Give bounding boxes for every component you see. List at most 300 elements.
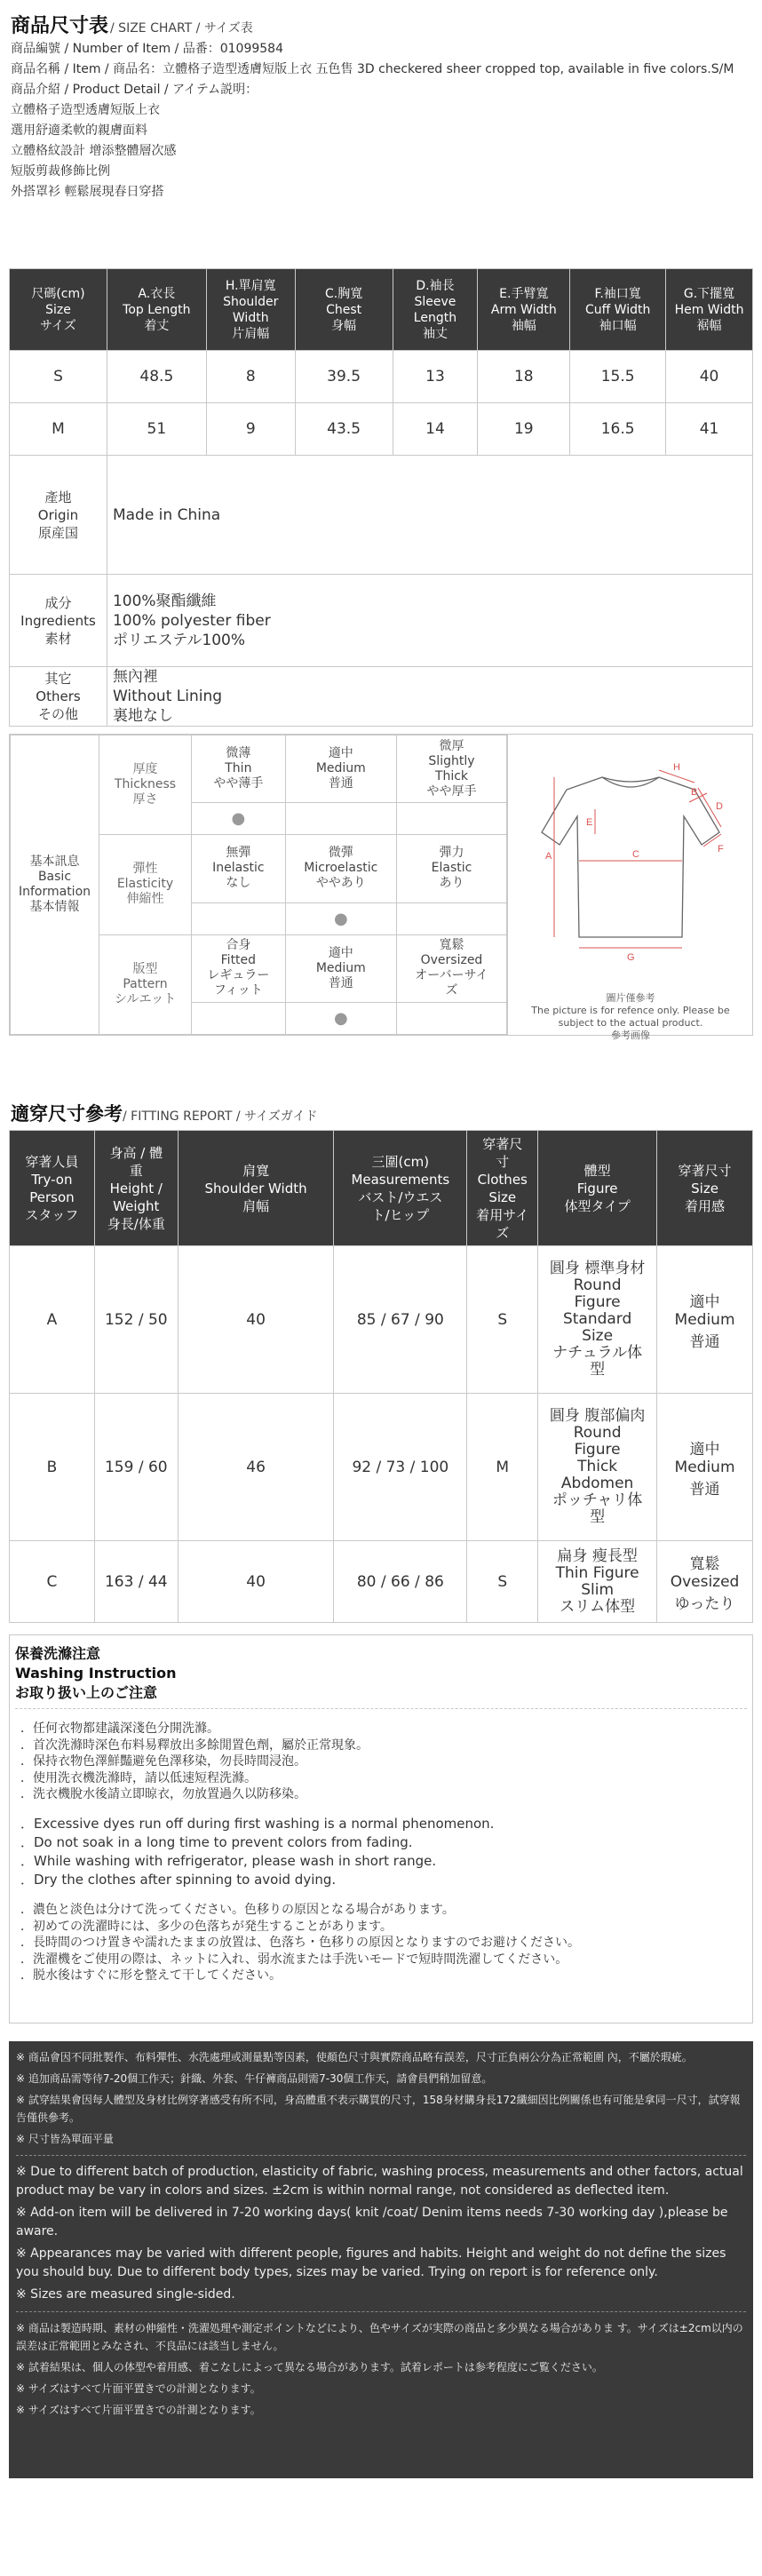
option-text: 微薄 (226, 746, 251, 761)
size-header-text: 尺碼(cm) (31, 286, 85, 301)
basic-category-thickness (99, 735, 192, 835)
fitting-size: S (467, 1541, 538, 1623)
garment-figure (507, 735, 752, 1041)
basic-label-text: 基本情報 (29, 900, 80, 914)
fitting-header-text: 穿著尺 (482, 1135, 523, 1152)
note-line: ※ Add-on item will be delivered in 7-20 working days( knit /coat/ Denim items needs 7-30 working day ),please be aware. (16, 2206, 728, 2238)
figure-text: 圓身 標準身材 (549, 1260, 646, 1277)
size-cell: 48.5 (107, 351, 206, 403)
basic-dot-cell (192, 902, 286, 934)
fitting-header-text: 重 (129, 1162, 143, 1179)
note-line: ※ 尺寸皆為單面平量 (16, 2133, 114, 2145)
size-header-text: Size (45, 302, 71, 317)
basic-dot-cell (285, 902, 396, 934)
fitting-feel (657, 1541, 753, 1623)
feel-text: ゆったり (674, 1594, 735, 1613)
detail-label-origin (10, 456, 107, 575)
fitting-header-text: 肩幅 (242, 1197, 270, 1214)
figure-text: ポッチャリ体 (552, 1491, 643, 1509)
washing-section (9, 1634, 753, 2023)
detail-label-text: Ingredients (20, 612, 96, 629)
fitting-shoulder: 46 (178, 1394, 334, 1541)
size-header-text: D.袖長 (416, 278, 455, 293)
selected-dot: ● (231, 809, 246, 829)
basic-option (192, 835, 286, 902)
product-info-line: 選用舒適柔軟的親膚面料 (11, 123, 147, 138)
size-row (10, 351, 753, 403)
figure-text: Slim (581, 1580, 615, 1599)
fitting-feel (657, 1246, 753, 1394)
washing-en (20, 1815, 494, 1889)
fig-label-c: C (632, 849, 639, 860)
washing-line: ．While washing with refrigerator, please wash in short range. (20, 1853, 437, 1869)
fitting-header-text: バスト/ウエス (358, 1189, 443, 1205)
fitting-header-text: Try-on (31, 1171, 73, 1188)
basic-dot-cell (396, 803, 506, 835)
fitting-header-text: Clothes (477, 1171, 528, 1188)
option-text: Fitted (220, 953, 257, 968)
feel-text: 普通 (689, 1480, 720, 1499)
fitting-hw: 163 / 44 (94, 1541, 178, 1623)
notes-zh (16, 2048, 746, 2148)
size-cell: 39.5 (295, 351, 393, 403)
size-header-text: C.胸寬 (324, 286, 363, 301)
caption-line: 圖片僅參考 (606, 992, 655, 1004)
fitting-header-text: 肩寬 (242, 1162, 270, 1179)
category-text: 彈性 (132, 862, 158, 877)
option-text: 彈力 (439, 846, 464, 861)
feel-text: 普通 (689, 1332, 720, 1351)
size-header-text: Chest (326, 302, 362, 317)
category-text: 伸縮性 (126, 892, 164, 907)
option-text: Medium (315, 960, 366, 975)
fitting-header-cell (10, 1131, 95, 1246)
fitting-row (10, 1394, 753, 1541)
fitting-header-cell (334, 1131, 467, 1246)
fitting-figure (538, 1394, 657, 1541)
fitting-size: M (467, 1394, 538, 1541)
size-header-text: 袖口幅 (599, 318, 637, 333)
note-line: ※ 追加商品需等待7-20個工作天；針織、外套、牛仔褲商品則需7-30個工作天，請會員們稍加留意。 (16, 2072, 493, 2085)
detail-label-others (10, 667, 107, 727)
fitting-header-text: 身高 / 體 (109, 1144, 163, 1161)
detail-value-text: 100% polyester fiber (112, 611, 271, 630)
washing-line: ．初めての洗濯時には、多少の色落ちが発生することがあります。 (20, 1919, 393, 1934)
category-text: シルエット (114, 991, 177, 1006)
notes-en (16, 2163, 746, 2304)
washing-line: ．Excessive dyes run off during first washing is a normal phenomenon. (20, 1816, 495, 1832)
basic-option (285, 934, 396, 1002)
option-text: 普通 (328, 776, 353, 791)
size-cell: 51 (107, 403, 206, 456)
size-header-cell (393, 269, 478, 351)
notes-jp (16, 2319, 746, 2419)
detail-row-ingredients (10, 575, 753, 667)
feel-text: 適中 (689, 1440, 720, 1459)
fitting-header-text: Size (691, 1180, 718, 1197)
size-row (10, 403, 753, 456)
option-text: Microelastic (304, 861, 378, 876)
fitting-person: B (10, 1394, 95, 1541)
option-text: 合身 (226, 938, 251, 953)
option-text: Slightly (428, 753, 475, 768)
fitting-size: S (467, 1246, 538, 1394)
fitting-shoulder: 40 (178, 1541, 334, 1623)
fig-label-d: D (716, 801, 723, 812)
fitting-header-text: ズ (496, 1224, 510, 1241)
fitting-person: A (10, 1246, 95, 1394)
washing-title-line: Washing Instruction (15, 1665, 177, 1682)
figure-text: 扁身 瘦長型 (557, 1546, 638, 1565)
fitting-header-cell (657, 1131, 753, 1246)
basic-option (396, 835, 506, 902)
fitting-row (10, 1541, 753, 1623)
option-text: レギュラー (207, 968, 270, 983)
option-text: やや厚手 (426, 783, 477, 799)
option-text: ズ (445, 983, 458, 998)
option-text: Oversized (420, 953, 483, 968)
basic-option (396, 934, 506, 1002)
fitting-figure (538, 1246, 657, 1394)
figure-text: Figure (574, 1441, 621, 1459)
size-header-text: E.手臂寬 (499, 286, 549, 301)
size-header-text: 片肩幅 (232, 326, 270, 341)
category-text: Elasticity (116, 877, 174, 892)
fitting-header-text: Person (29, 1189, 75, 1205)
size-header-text: 袖幅 (511, 318, 536, 333)
selected-dot: ● (333, 1008, 348, 1028)
fitting-header-text: 三圍(cm) (371, 1153, 430, 1170)
fitting-header-text: Shoulder Width (204, 1180, 307, 1197)
size-cell: 40 (666, 351, 753, 403)
feel-text: 適中 (689, 1292, 720, 1311)
fitting-meas: 80 / 66 / 86 (334, 1541, 467, 1623)
figure-text: ナチュラル体 (552, 1344, 643, 1362)
basic-dot-cell (396, 902, 506, 934)
fitting-header-text: Size (488, 1189, 517, 1205)
option-text: Medium (315, 761, 366, 776)
fitting-header-row (10, 1131, 753, 1246)
washing-line: ．Dry the clothes after spinning to avoid dying. (20, 1872, 337, 1888)
detail-value-text: 100%聚酯纖維 (112, 592, 217, 610)
size-header-text: 袖丈 (422, 326, 448, 341)
divider (16, 2311, 746, 2312)
washing-line: ．脱水後はすぐに形を整えて干してください。 (20, 1968, 282, 1983)
product-info-line: 短版剪裁修飾比例 (11, 164, 110, 179)
figure-text: Round (573, 1276, 622, 1294)
basic-category-elasticity (99, 835, 192, 934)
basic-dot-cell (285, 1002, 396, 1034)
basic-option (285, 835, 396, 902)
category-text: 版型 (132, 961, 158, 976)
size-header-cell (295, 269, 393, 351)
basic-info-label (11, 735, 99, 1035)
detail-row-others (10, 667, 753, 727)
option-text: やや薄手 (213, 776, 264, 791)
option-text: 無彈 (226, 846, 251, 861)
option-text: ややあり (315, 876, 366, 891)
washing-line: ．首次洗滌時深色布料易釋放出多餘閒置色劑，屬於正常現象。 (20, 1737, 369, 1753)
option-text: 微彈 (328, 846, 353, 861)
size-header-text: 裾幅 (696, 318, 722, 333)
washing-line: ．使用洗衣機洗滌時，請以低速短程洗滌。 (20, 1770, 257, 1785)
fitting-header-text: 着用サイ (476, 1206, 529, 1223)
note-line: ※ 試着結果は、個人の体型や着用感、着こなしによって異なる場合があります。試着レポートは参考程度にご覧ください。 (16, 2361, 603, 2373)
basic-category-pattern (99, 934, 192, 1034)
basic-option (396, 735, 506, 803)
size-cell: 8 (206, 351, 295, 403)
size-header-cell (107, 269, 206, 351)
basic-dot-cell (285, 803, 396, 835)
detail-value-others (107, 667, 752, 727)
size-header-text: F.袖口寬 (594, 286, 641, 301)
basic-row-thickness (11, 735, 507, 803)
feel-text: Medium (674, 1458, 735, 1476)
size-cell: 43.5 (295, 403, 393, 456)
washing-line: ．Do not soak in a long time to prevent colors from fading. (20, 1834, 413, 1850)
figure-caption (508, 992, 753, 1042)
washing-line: ．濃色と淡色は分けて洗ってください。色移りの原因となる場合があります。 (20, 1903, 455, 1917)
fitting-header-text: 體型 (583, 1162, 611, 1179)
figure-text: 型 (590, 1361, 606, 1379)
size-header-cell (206, 269, 295, 351)
figure-text: 圓身 腹部偏肉 (549, 1407, 646, 1425)
basic-option (192, 735, 286, 803)
note-line: ※ サイズはすべて片面平置きでの計測となります。 (16, 2404, 261, 2416)
basic-label-text: Information (18, 885, 91, 899)
fig-label-g: G (627, 952, 635, 963)
category-text: 厚さ (132, 792, 158, 807)
figure-text: Round (573, 1424, 622, 1442)
size-cell: M (10, 403, 107, 456)
option-text: フィット (213, 983, 263, 998)
figure-text: Thick (577, 1458, 618, 1475)
fitting-header-text: 体型タイプ (564, 1197, 631, 1214)
detail-label-text: 其它 (44, 671, 72, 687)
fig-label-e: E (586, 817, 593, 828)
page-subtitle: / SIZE CHART / サイズ表 (110, 21, 253, 36)
washing-title-line: お取り扱い上のご注意 (15, 1684, 158, 1701)
size-header-text: Hem Width (674, 302, 744, 317)
size-header-text: サイズ (40, 318, 76, 333)
product-info-line: 商品名稱 / Item / 商品名：立體格子造型透膚短版上衣 五色售 3D checkered sheer cropped top, available in five colors.S/M (11, 62, 734, 76)
detail-value-ingredients (107, 575, 752, 667)
option-text: 寬鬆 (439, 938, 464, 953)
size-header-text: Width (232, 310, 269, 325)
detail-label-ingredients (10, 575, 107, 667)
fitting-table (9, 1130, 753, 1623)
figure-text: Thin Figure (555, 1563, 639, 1582)
option-text: 微厚 (439, 738, 464, 753)
washing-line: ．長時間のつけ置きや濡れたままの放置は、色落ち・色移りの原因となりますのでお避けください。 (20, 1936, 580, 1950)
size-header-text: Top Length (123, 302, 191, 317)
product-info-line: 商品編號 / Number of Item / 品番：01099584 (11, 42, 283, 56)
fitting-meas: 85 / 67 / 90 (334, 1246, 467, 1394)
top-measurement-diagram (508, 735, 753, 992)
size-header-text: A.衣長 (138, 286, 176, 301)
size-cell: 19 (478, 403, 570, 456)
product-info-line: 外搭罩衫 輕鬆展現春日穿搭 (11, 185, 164, 199)
size-chart-table (9, 268, 753, 727)
option-text: 適中 (328, 945, 353, 960)
detail-label-text: 產地 (44, 489, 72, 505)
size-header-cell (10, 269, 107, 351)
caption-line: The picture is for refence only. Please be (531, 1005, 730, 1016)
detail-label-text: Origin (37, 506, 79, 523)
option-text: オーバーサイ (415, 968, 488, 983)
fitting-figure (538, 1541, 657, 1623)
detail-value-text: 裏地なし (112, 707, 173, 725)
divider (16, 2155, 746, 2156)
size-cell: 9 (206, 403, 295, 456)
fitting-header-text: Measurements (351, 1171, 450, 1188)
page-title: 商品尺寸表 / SIZE CHART / サイズ表 (11, 15, 253, 37)
option-text: Thin (225, 761, 252, 776)
note-line: ※ 商品會因不同批製作、布料彈性、水洗處理或測量點等因素，使顏色尺寸與實際商品略有誤差，尺寸正負兩公分為正常範圍 內，不屬於瑕疵。 (16, 2051, 693, 2063)
detail-value-text: ポリエステル100% (112, 631, 246, 649)
fitting-person: C (10, 1541, 95, 1623)
size-cell: 14 (393, 403, 478, 456)
detail-label-text: その他 (37, 706, 78, 722)
note-line: ※ 試穿結果會因每人體型及身材比例穿著感受有所不同，身高體重不表示購買的尺寸，158身材購身長172纖細因比例關係也有可能是拿同一尺寸，試穿報告僅供參考。 (16, 2094, 741, 2124)
fig-label-a: A (545, 851, 552, 862)
fitting-meas: 92 / 73 / 100 (334, 1394, 467, 1541)
fitting-header-cell (94, 1131, 178, 1246)
size-cell: 41 (666, 403, 753, 456)
fitting-header-text: 穿著人員 (25, 1153, 79, 1170)
basic-option (192, 934, 286, 1002)
figure-text: Size (582, 1327, 614, 1345)
fitting-header-text: Weight (113, 1197, 160, 1214)
size-header-row (10, 269, 753, 351)
product-info (11, 39, 751, 203)
divider (15, 1708, 747, 1709)
size-header-cell (570, 269, 666, 351)
detail-label-text: 原産国 (37, 524, 78, 541)
fitting-header-text: 着用感 (685, 1197, 726, 1214)
figure-text: Abdomen (560, 1475, 634, 1492)
product-info-line: 商品介紹 / Product Detail / アイテム説明： (11, 83, 258, 97)
fitting-hw: 159 / 60 (94, 1394, 178, 1541)
fig-label-f: F (718, 844, 724, 855)
feel-text: 寬鬆 (689, 1554, 720, 1573)
washing-title-line: 保養洗滌注意 (15, 1645, 101, 1662)
figure-text: Figure (574, 1293, 621, 1311)
basic-dot-cell (192, 803, 286, 835)
detail-value-origin: Made in China (107, 456, 752, 575)
detail-label-text: Others (36, 688, 81, 704)
size-header-cell (478, 269, 570, 351)
feel-text: Medium (674, 1310, 735, 1329)
washing-line: ．洗衣機脫水後請立即晾衣，勿放置過久以防移染。 (20, 1787, 306, 1801)
washing-title (15, 1644, 176, 1703)
category-text: Pattern (123, 976, 168, 991)
fitting-header-cell (467, 1131, 538, 1246)
option-text: 普通 (328, 975, 353, 990)
washing-line: ．任何衣物都建議深淺色分開洗滌。 (20, 1721, 219, 1736)
size-cell: 15.5 (570, 351, 666, 403)
size-header-cell (666, 269, 753, 351)
figure-text: 型 (590, 1508, 606, 1526)
size-header-text: 着丈 (144, 318, 170, 333)
fitting-header-cell (178, 1131, 334, 1246)
size-cell: S (10, 351, 107, 403)
note-line: ※ Due to different batch of production, elasticity of fabric, washing process, measurements and other factors, actual product may be vary in colors and sizes. ±2cm is within normal range, not considered as deflected item. (16, 2165, 743, 2198)
size-cell: 16.5 (570, 403, 666, 456)
feel-text: Ovesized (670, 1572, 740, 1591)
category-text: Thickness (114, 777, 177, 792)
detail-label-text: 素材 (44, 630, 72, 647)
notes-section (9, 2041, 753, 2478)
fitting-header-text: Height / (109, 1180, 163, 1197)
detail-value-text: Without Lining (112, 688, 223, 705)
fig-label-h: H (673, 762, 680, 773)
note-line: ※ サイズはすべて片面平置きでの計測となります。 (16, 2382, 261, 2395)
caption-line: subject to the actual product. (558, 1017, 703, 1029)
option-text: Thick (434, 768, 469, 783)
basic-info-section (9, 734, 753, 1041)
fitting-header-text: 身長/体重 (107, 1215, 165, 1232)
note-line: ※ 商品は製造時期、素材の伸縮性・洗濯処理や測定ポイントなどにより、色やサイズが実際の商品と多少異なる場合がありま す。サイズは±2cm以内の誤差は正常範囲とみなされ、不良品には該当しません。 (16, 2322, 743, 2352)
option-text: なし (226, 876, 251, 891)
option-text: Inelastic (212, 861, 265, 876)
size-cell: 13 (393, 351, 478, 403)
size-header-text: 身幅 (331, 318, 357, 333)
size-cell: 18 (478, 351, 570, 403)
size-header-text: Length (413, 310, 457, 325)
size-header-text: Cuff Width (584, 302, 651, 317)
washing-jp (20, 1902, 580, 1984)
fitting-subtitle: / FITTING REPORT / サイズガイド (123, 1109, 318, 1124)
size-header-text: Sleeve (414, 294, 456, 309)
basic-option (285, 735, 396, 803)
fitting-header-cell (538, 1131, 657, 1246)
option-text: Elastic (431, 861, 472, 876)
fitting-hw: 152 / 50 (94, 1246, 178, 1394)
fitting-feel (657, 1394, 753, 1541)
basic-dot-cell (192, 1002, 286, 1034)
fitting-header-text: スタッフ (25, 1206, 79, 1223)
basic-info-table (10, 735, 507, 1035)
detail-label-text: 成分 (44, 594, 72, 611)
note-line: ※ Appearances may be varied with different people, figures and habits. Height and weight do not define the sizes you should buy. Due to different body types, sizes may be varied. Trying on report is for reference only. (16, 2246, 726, 2279)
option-text: 適中 (328, 746, 353, 761)
fitting-header-text: 寸 (496, 1153, 510, 1170)
fitting-header-text: Figure (576, 1180, 618, 1197)
fitting-header-text: ト/ヒップ (371, 1206, 430, 1223)
size-header-text: Arm Width (490, 302, 557, 317)
washing-zh (20, 1721, 369, 1803)
basic-label-text: Basic (37, 870, 72, 884)
size-header-text: G.下擺寬 (683, 286, 735, 301)
detail-row-origin (10, 456, 753, 575)
figure-text: スリム体型 (560, 1597, 636, 1616)
category-text: 厚度 (132, 762, 158, 777)
selected-dot: ● (333, 909, 348, 928)
washing-line: ．洗濯機をご使用の際は、ネットに入れ、弱水流または手洗いモードで短時間洗濯してください。 (20, 1952, 568, 1967)
fitting-shoulder: 40 (178, 1246, 334, 1394)
fitting-row (10, 1246, 753, 1394)
washing-line: ．保持衣物色澤鮮豔避免色澤移染，勿長時間浸泡。 (20, 1754, 306, 1769)
figure-text: Standard (562, 1310, 632, 1328)
caption-line: 參考画像 (611, 1030, 650, 1041)
fig-label-b: B (691, 787, 698, 798)
option-text: あり (439, 876, 464, 891)
size-header-text: H.單肩寬 (225, 278, 276, 293)
basic-dot-cell (396, 1002, 506, 1034)
product-info-line: 立體格子造型透膚短版上衣 (11, 103, 160, 117)
note-line: ※ Sizes are measured single-sided. (16, 2287, 235, 2302)
